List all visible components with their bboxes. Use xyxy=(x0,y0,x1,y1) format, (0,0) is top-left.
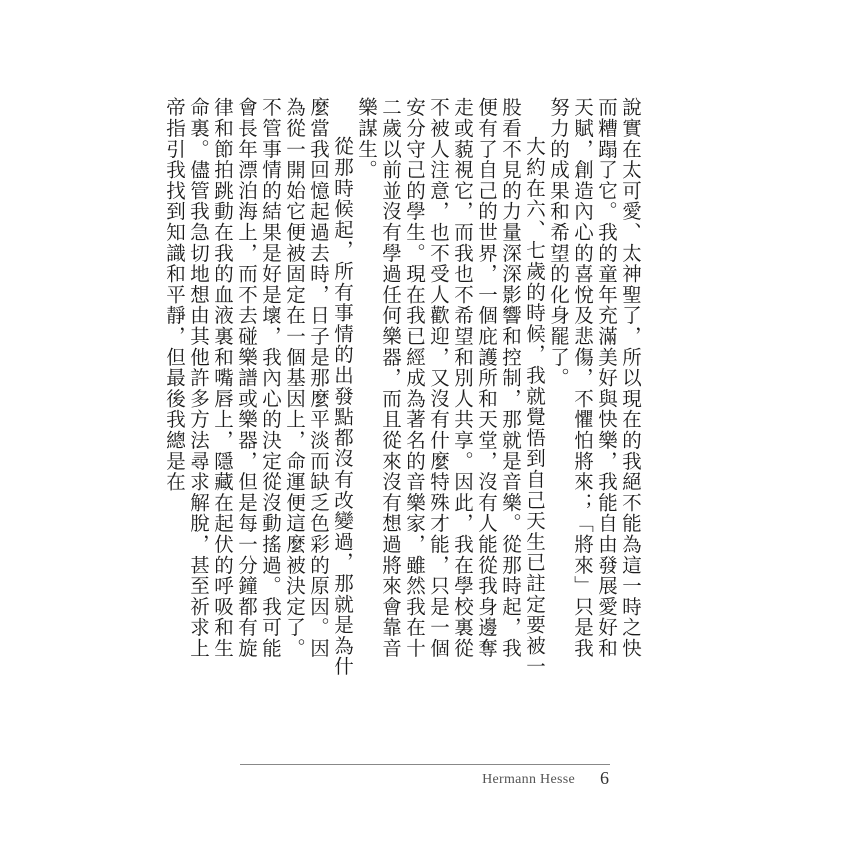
running-footer-author: Hermann Hesse xyxy=(482,772,575,787)
paragraph-2: 大約在六、七歲的時候，我就覺悟到自己天生已註定要被一股看不見的力量深深影響和控制，那就是音樂。從那時起，我便有了自己的世界，一個庇護所和天堂，沒有人能從我身邊奪走或藐視它，而我也不希望和別人共享。因此，我在學校裏從不被人注意，也不受人歡迎，又沒有什麼特殊才能，只是一個安分守己的學生。現在我已經成為著名的音樂家，雖然我在十二歲以前並沒有學過任何樂器，而且從來沒有想過將來會靠音樂謀生。 xyxy=(355,97,546,677)
footer-divider xyxy=(240,764,610,765)
paragraph-1: 說實在太可愛、太神聖了，所以現在的我絕不能為這一時之快而糟蹋了它。我的童年充滿美好與快樂，我能自由發展愛好和天賦，創造內心的喜悅及悲傷，不懼怕將來；「將來」只是我努力的成果和希望的化身罷了。 xyxy=(547,97,642,659)
paragraph-3: 從那時候起，所有事情的出發點都沒有改變過，那就是為什麼當我回憶起過去時，日子是那麼平淡而缺乏色彩的原因。因為從一開始它便被固定在一個基因上，命運便這麼被決定了。不管事情的結果是好是壞，我內心的決定從沒動搖過。我可能會長年漂泊海上，而不去碰樂譜或樂器，但是每一分鐘都有旋律和節拍跳動在我的血液裏和嘴唇上，隱藏在起伏的呼吸和生命裏。儘管我急切地想由其他許多方法尋求解脫，甚至祈求上帝指引我找到知識和平靜，但最後我總是在 xyxy=(163,97,354,677)
page-number: 6 xyxy=(600,768,609,788)
body-text xyxy=(162,97,642,677)
